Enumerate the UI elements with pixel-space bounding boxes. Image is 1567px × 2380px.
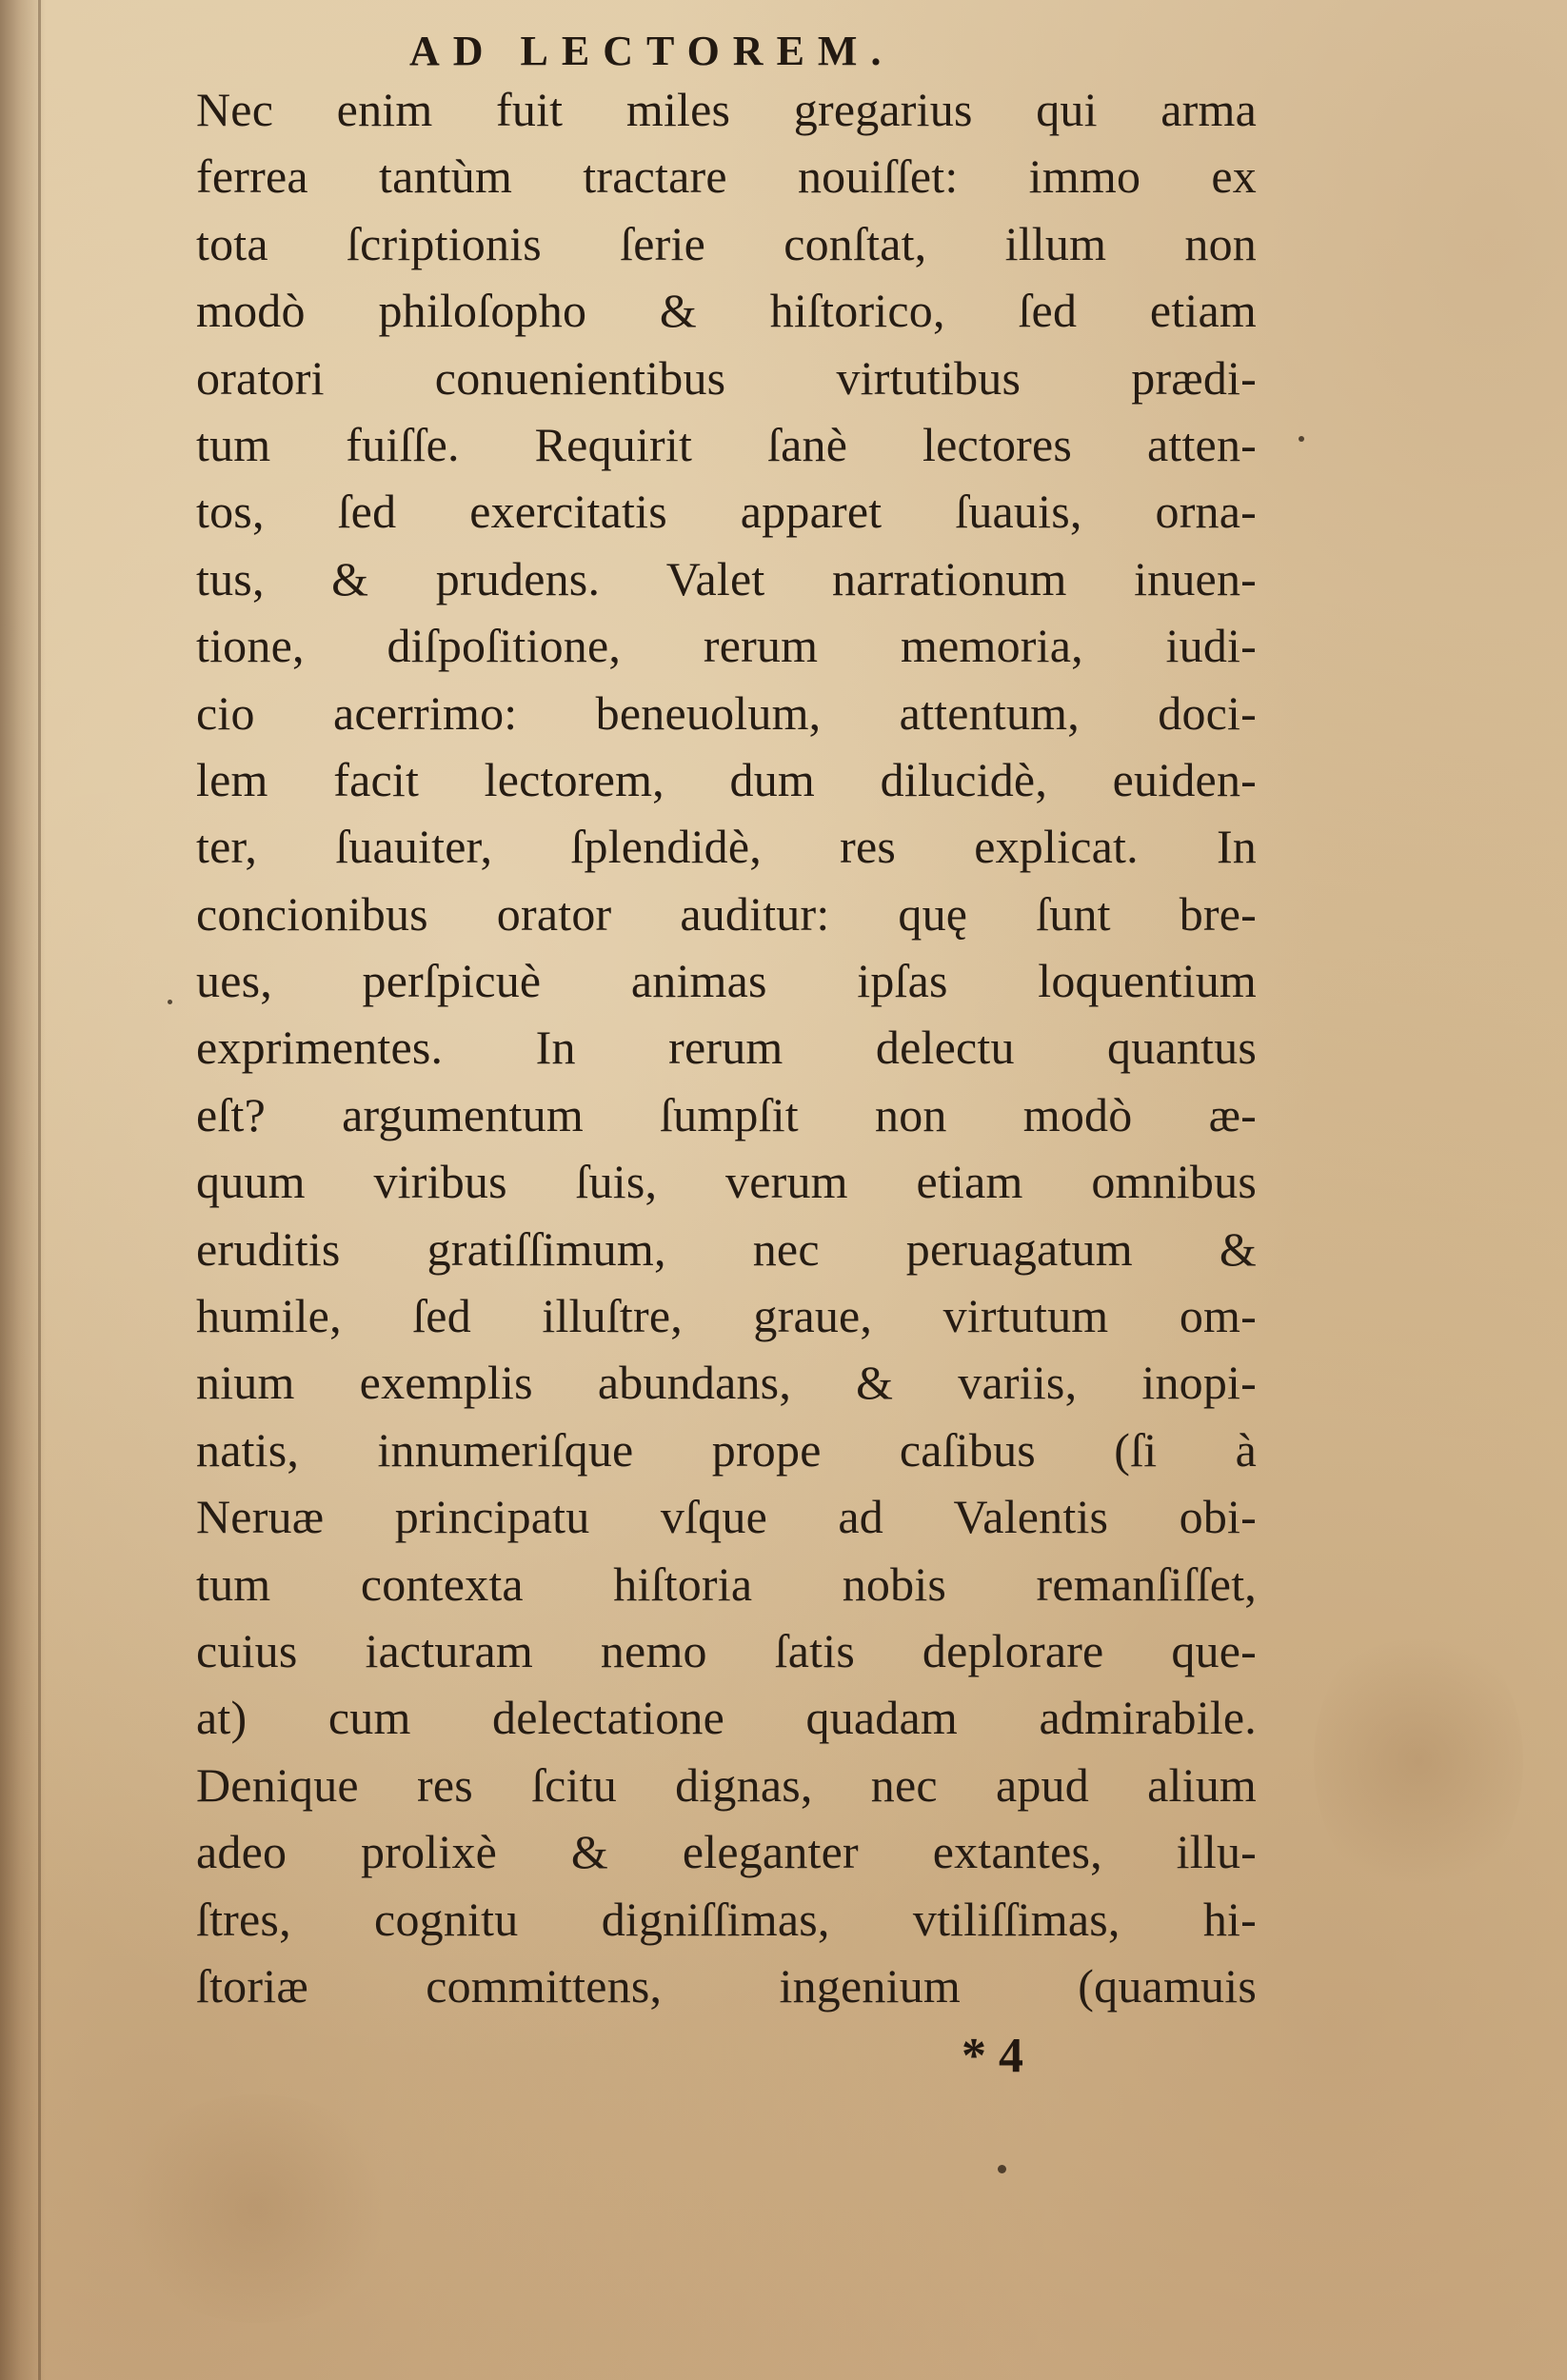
text-line: Denique res ſcitu dignas, nec apud alium	[196, 1757, 1257, 1812]
ink-speck	[998, 2165, 1006, 2173]
spine-edge	[38, 0, 41, 2380]
text-line: lem facit lectorem, dum dilucidè, euiden-	[196, 752, 1257, 806]
text-line: adeo prolixè & eleganter extantes, illu-	[196, 1825, 1257, 1879]
text-line: Nec enim fuit miles gregarius qui arma	[196, 83, 1257, 136]
text-line: eruditis gratiſſimum, nec peruagatum &	[196, 1221, 1257, 1276]
text-line: tum contexta hiſtoria nobis remanſiſſet,	[196, 1557, 1257, 1611]
text-line: eſt? argumentum ſumpſit non modò æ-	[196, 1087, 1257, 1141]
text-line: tione, diſpoſitione, rerum memoria, iudi-	[196, 619, 1257, 673]
signature-mark: * 4	[962, 2029, 1023, 2083]
text-line: tos, ſed exercitatis apparet ſuauis, orna-	[196, 485, 1257, 539]
text-line: at) cum delectatione quadam admirabile.	[196, 1691, 1257, 1745]
text-line: ues, perſpicuè animas ipſas loquentium	[196, 954, 1257, 1008]
text-line: tum fuiſſe. Requirit ſanè lectores atten-	[196, 417, 1257, 471]
text-line: quum viribus ſuis, verum etiam omnibus	[196, 1155, 1257, 1209]
text-line: ſtres, cognitu digniſſimas, vtiliſſimas, hi-	[196, 1892, 1257, 1946]
text-line: tus, & prudens. Valet narrationum inuen-	[196, 551, 1257, 605]
text-line: ſtoriæ committens, ingenium (quamuis	[196, 1958, 1257, 2013]
paper-stain	[114, 2094, 400, 2323]
ink-speck	[168, 1000, 172, 1004]
text-line: exprimentes. In rerum delectu quantus	[196, 1021, 1257, 1075]
text-line: concionibus orator auditur: quę ſunt bre-	[196, 886, 1257, 941]
text-line: ter, ſuauiter, ſplendidè, res explicat. In	[196, 820, 1257, 874]
body-text	[196, 76, 1257, 2019]
text-line: modò philoſopho & hiſtorico, ſed etiam	[196, 284, 1257, 338]
text-line: cuius iacturam nemo ſatis deplorare que-	[196, 1623, 1257, 1677]
text-line: Neruæ principatu vſque ad Valentis obi-	[196, 1490, 1257, 1544]
paper-stain	[1314, 1618, 1523, 1904]
text-line: cio acerrimo: beneuolum, attentum, doci-	[196, 685, 1257, 740]
ink-speck	[1299, 436, 1304, 442]
text-line: oratori conuenientibus virtutibus prædi-	[196, 350, 1257, 405]
text-line: tota ſcriptionis ſerie conſtat, illum non	[196, 216, 1257, 270]
text-line: humile, ſed illuſtre, graue, virtutum om-	[196, 1289, 1257, 1343]
running-head: AD LECTOREM.	[409, 28, 895, 74]
text-line: natis, innumeriſque prope caſibus (ſi à	[196, 1422, 1257, 1477]
text-line: ferrea tantùm tractare nouiſſet: immo ex	[196, 149, 1257, 204]
text-line: nium exemplis abundans, & variis, inopi-	[196, 1356, 1257, 1410]
